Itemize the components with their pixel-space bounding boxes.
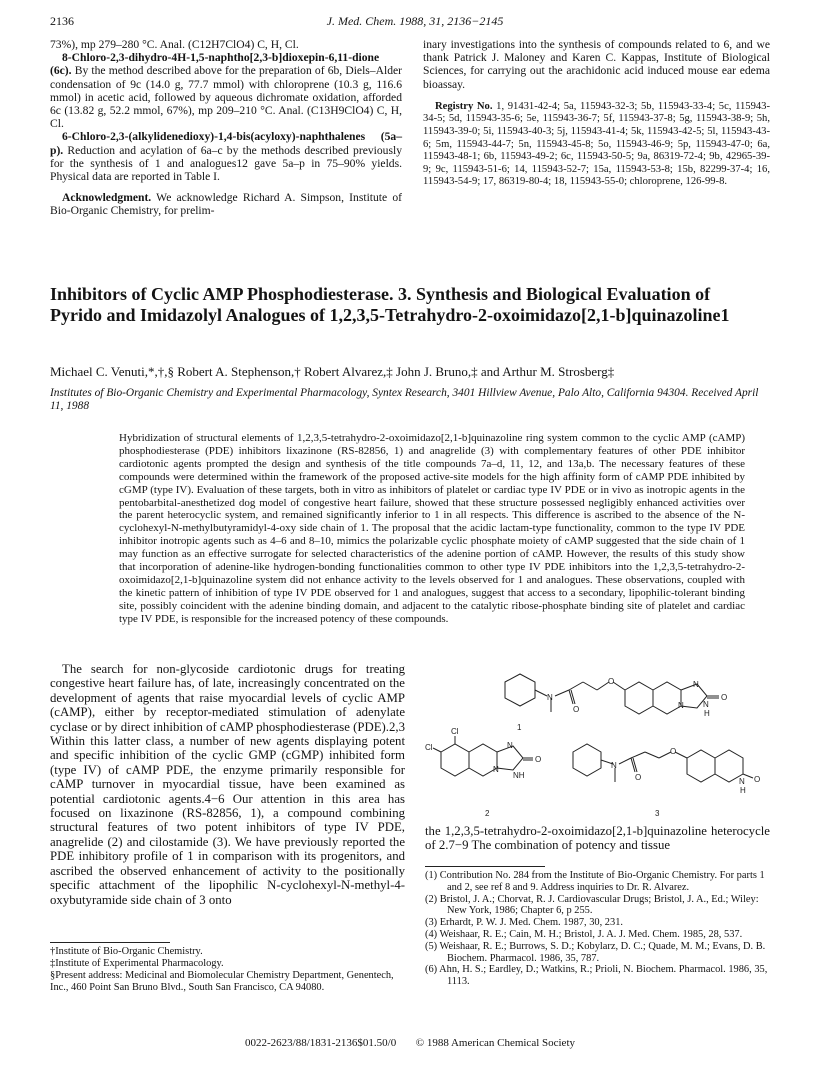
registry-numbers — [423, 101, 770, 189]
cyclohexyl-ring — [505, 674, 535, 706]
prev-paragraph-text: Reduction and acylation of 6a–c by the methods described previously for the synthesis of 1 and analogues12 gave 5a–p in 75–90% yields. Physical data are reported in Table I. — [50, 143, 402, 184]
anagrelide-benzo-ring — [441, 744, 469, 776]
references-list — [425, 870, 773, 988]
references-rule — [425, 866, 545, 867]
atom-label: Cl — [425, 743, 433, 752]
reference-item: (4) Weishaar, R. E.; Cain, M. H.; Bristol, J. A. J. Med. Chem. 1985, 28, 537. — [425, 928, 743, 940]
atom-label: O — [754, 775, 761, 784]
chemical-structures-figure — [425, 660, 775, 824]
prev-text-line: 73%), mp 279–280 °C. Anal. (C12H7ClO4) C, H, Cl. — [50, 38, 299, 51]
atom-label: N — [507, 741, 513, 750]
body-right-column — [425, 824, 770, 853]
atom-label: O — [573, 705, 580, 714]
footnote: ‡Institute of Experimental Pharmacology. — [50, 958, 224, 969]
abstract: Hybridization of structural elements of 1,2,3,5-tetrahydro-2-oxoimidazo[2,1-b]quinazoline ring system common to the cyclic AMP (cAMP) phosphodiesterase (PDE) inhibitors lixazinone (RS-82856, 1) and anagrelide (3) with complementary features of other PDE inhibitor cardiotonic agents prompted the design and synthesis of the title compounds 7a–d, 11, 12, and 13a,b. The necessary features of these compounds were determined within the framework of the proposed active-site models for the high affinity form of cAMP PDE inhibited by cGMP (type IV). Evaluation of these targets, both in vitro as inhibitors of platelet or cardiac type IV PDE or in vivo as inotropic agents in the pentobarbital-anesthetized dog model of congestive heart failure, showed that these structure possessed negligibly enhanced activities over the parent heterocyclic system, and remained significantly inferior to 1 in all respects. This difference is ascribed to the absence of the N-cyclohexyl-N-methylbutyramidyl-4-oxy side chain of 1. The proposal that the acidic lactam-type functionality, common to the type IV PDE inhibitor inotropic agents such as 4–6 and 8–10, mimics the polarizable cyclic phosphate moiety of cAMP suggested that the side chain of 1 may function as an effective surrogate for selected characteristics of the adenine portion of cAMP. However, the results of this study show that incorporation of adenine-like hydrogen-bonding functionalities common to other type IV PDE inhibitors into the 1,2,3,5-tetrahydro-2-oxoimidazo[2,1-b]quinazoline system did not enhance activity to the levels observed for 1 and analogues. These observations, coupled with the kinetic pattern of inhibition of type IV PDE observed for 1 and analogues, suggest that access to a secondary, lipophilic-tolerant binding site, possibly coincident with the adenine binding domain, and adjacent to the catalytic ribose-phosphate binding site of platelet and cardiac type IV PDE, is responsible for the increased potency of these compounds. — [119, 432, 745, 625]
footnote: †Institute of Bio-Organic Chemistry. — [50, 946, 203, 957]
compound-heading: 8-Chloro-2,3-dihydro-4H-1,5-naphtho[2,3-b]dioxepin-6,11-dione (6c). — [50, 51, 380, 78]
reference-item: (2) Bristol, J. A.; Chorvat, R. J. Cardiovascular Drugs; Bristol, J. A., Ed.; Wiley: New York, 1986; Chapter 6, p 255. — [425, 893, 759, 917]
quinolinone-benzo-ring — [687, 750, 715, 782]
structure-2 — [433, 736, 533, 776]
registry-text: 1, 91431-42-4; 5a, 115943-32-3; 5b, 115943-33-4; 5c, 115943-34-5; 5d, 115943-35-6; 5e, 115943-36-7; 5f, 115943-37-8; 5g, 115943-38-9; 5h, 115943-39-0; 5i, 115943-40-3; 5j, 115943-41-4; 5k, 115943-42-5; 5l, 115943-43-6; 5m, 115943-44-7; 5n, 115943-45-8; 5o, 115943-46-9; 5p, 115943-47-0; 6a, 115943-48-1; 6b, 115943-49-2; 6c, 115943-50-5; 9a, 86319-72-4; 9b, 42965-39-9; 9c, 115943-51-6; 14, 115943-52-7; 15a, 115943-53-8; 15b, 82299-37-4; 16, 115943-54-9; 17, 86319-80-4; 18, 115943-55-0; chloroprene, 126-99-8. — [423, 100, 771, 188]
atom-label: O — [721, 693, 728, 702]
atom-label: H — [704, 709, 710, 718]
compound-label: 1 — [517, 723, 522, 732]
acknowledgment — [50, 191, 402, 217]
atom-label: N — [703, 700, 709, 709]
reference-item: (3) Erhardt, P. W. J. Med. Chem. 1987, 30, 231. — [425, 917, 623, 929]
compound-heading: 6-Chloro-2,3-(alkylidenedioxy)-1,4-bis(acyloxy)-naphthalenes (5a–p). — [50, 130, 402, 157]
acknowledgment-text: We acknowledge Richard A. Simpson, Institute of Bio-Organic Chemistry, for prelim- — [50, 191, 402, 218]
publication-code: 0022-2623/88/1831-2136$01.50/0 — [244, 1037, 397, 1049]
acknowledgment-continued: inary investigations into the synthesis of compounds related to 6, and we thank Patrick J. Maloney and Karen C. Kappas, Institute of Biological Sciences, for carrying out the arachidonic acid induced mouse ear edema bioassay. — [423, 38, 770, 91]
reference-item: (6) Ahn, H. S.; Eardley, D.; Watkins, R.; Prioli, N. Biochem. Pharmacol. 1986, 35, 1113. — [425, 964, 768, 988]
atom-label: N — [678, 701, 684, 710]
body-right-text: the 1,2,3,5-tetrahydro-2-oxoimidazo[2,1-b]quinazoline heterocycle of 2.7−9 The combination of potency and tissue — [425, 824, 770, 853]
atom-label: N — [739, 777, 745, 786]
intro-paragraph: The search for non-glycoside cardiotonic drugs for treating congestive heart failure has, of late, increasingly concentrated on the development of agents that raise myocardial levels of cyclic AMP (cAMP), either by receptor-mediated stimulation of adenylate cyclase or by direct inhibition of cAMP phosphodiesterase (PDE).2,3 Within this latter class, a number of new agents displaying potent and specific inhibition of the cyclic GMP (cGMP) inhibited form (type IV) of cAMP PDE, the enzyme primarily responsible for cAMP turnover in myocardial tissue, have been examined as potential cardiotonic agents.4−6 Our attention in this area has focused on lixazinone (RS-82856, 1), a compound combining structural features of two potent inhibitors of type IV PDE, anagrelide (2) and cilostamide (3). We have previously reported the PDE inhibitory profile of 1 in comparison with its progenitors, and ascribed the observed enhancement of activity to the positionally specific attachment of the lipophilic N-cyclohexyl-N-methyl-4-oxybutyramide side chain of 3 onto — [50, 662, 405, 907]
prev-article-left-column — [50, 38, 402, 218]
atom-label: N — [693, 680, 699, 689]
author-list: Michael C. Venuti,*,†,§ Robert A. Stephenson,† Robert Alvarez,‡ John J. Bruno,‡ and Arthur M. Strosberg‡ — [50, 364, 615, 379]
cilostamide-cyclohexyl-ring — [573, 744, 601, 776]
structure-3 — [573, 744, 753, 782]
prev-paragraph-5ap — [50, 130, 402, 183]
compound-label: 3 — [655, 809, 660, 818]
atom-label: Cl — [451, 727, 459, 736]
atom-label: NH — [513, 771, 525, 780]
article-title: Inhibitors of Cyclic AMP Phosphodiesterase. 3. Synthesis and Biological Evaluation of Pyrido and Imidazolyl Analogues of 1,2,3,5-Tetrahydro-2-oxoimidazo[2,1-b]quinazoline1 — [50, 284, 730, 325]
page-number: 2136 — [50, 14, 74, 28]
footnote-rule — [50, 942, 170, 943]
prev-paragraph-6c — [50, 51, 402, 130]
atom-label: N — [611, 761, 617, 770]
footnote: §Present address: Medicinal and Biomolecular Chemistry Department, Genentech, Inc., 460 Point San Bruno Blvd., South San Francisco, CA 94080. — [50, 970, 394, 993]
affiliation: Institutes of Bio-Organic Chemistry and Experimental Pharmacology, Syntex Research, 3401 Hillview Avenue, Palo Alto, California 94304. Received April 11, 1988 — [50, 387, 759, 412]
atom-label: O — [635, 773, 642, 782]
atom-label: O — [670, 747, 677, 756]
author-footnotes — [50, 946, 402, 994]
reference-item: (1) Contribution No. 284 from the Institute of Bio-Organic Chemistry. For parts 1 and 2, see ref 8 and 9. Address inquiries to Dr. R. Alvarez. — [425, 870, 765, 893]
compound-label: 2 — [485, 809, 490, 818]
acknowledgment-heading: Acknowledgment. — [62, 191, 152, 205]
prev-paragraph-text: By the method described above for the preparation of 6b, Diels–Alder condensation of 9c (14.0 g, 77.7 mmol) with chloroprene (10.3 g, 116.6 mmol) in acetic acid, followed by aqueous dichromate oxidation, afforded 6c (13.82 g, 52.2 mmol, 67%), mp 209–210 °C. Anal. (C13H9ClO4) C, H, Cl. — [50, 64, 402, 131]
atom-label: O — [535, 755, 542, 764]
journal-citation: J. Med. Chem. 1988, 31, 2136−2145 — [326, 14, 504, 28]
benzo-ring — [625, 682, 653, 714]
copyright-notice: © 1988 American Chemical Society — [415, 1037, 575, 1049]
body-left-column — [50, 662, 405, 907]
atom-label: N — [547, 693, 553, 702]
atom-label: O — [608, 677, 615, 686]
atom-label: N — [493, 765, 499, 774]
quinazoline-ring — [653, 682, 681, 714]
prev-article-right-column — [423, 38, 770, 189]
reference-item: (5) Weishaar, R. E.; Burrows, S. D.; Kobylarz, D. C.; Quade, M. M.; Evans, D. B. Biochem. Pharmacol. 1986, 35, 787. — [425, 940, 766, 964]
registry-label: Registry No. — [435, 100, 493, 112]
page-footer — [0, 1037, 820, 1049]
atom-label: H — [740, 786, 746, 795]
